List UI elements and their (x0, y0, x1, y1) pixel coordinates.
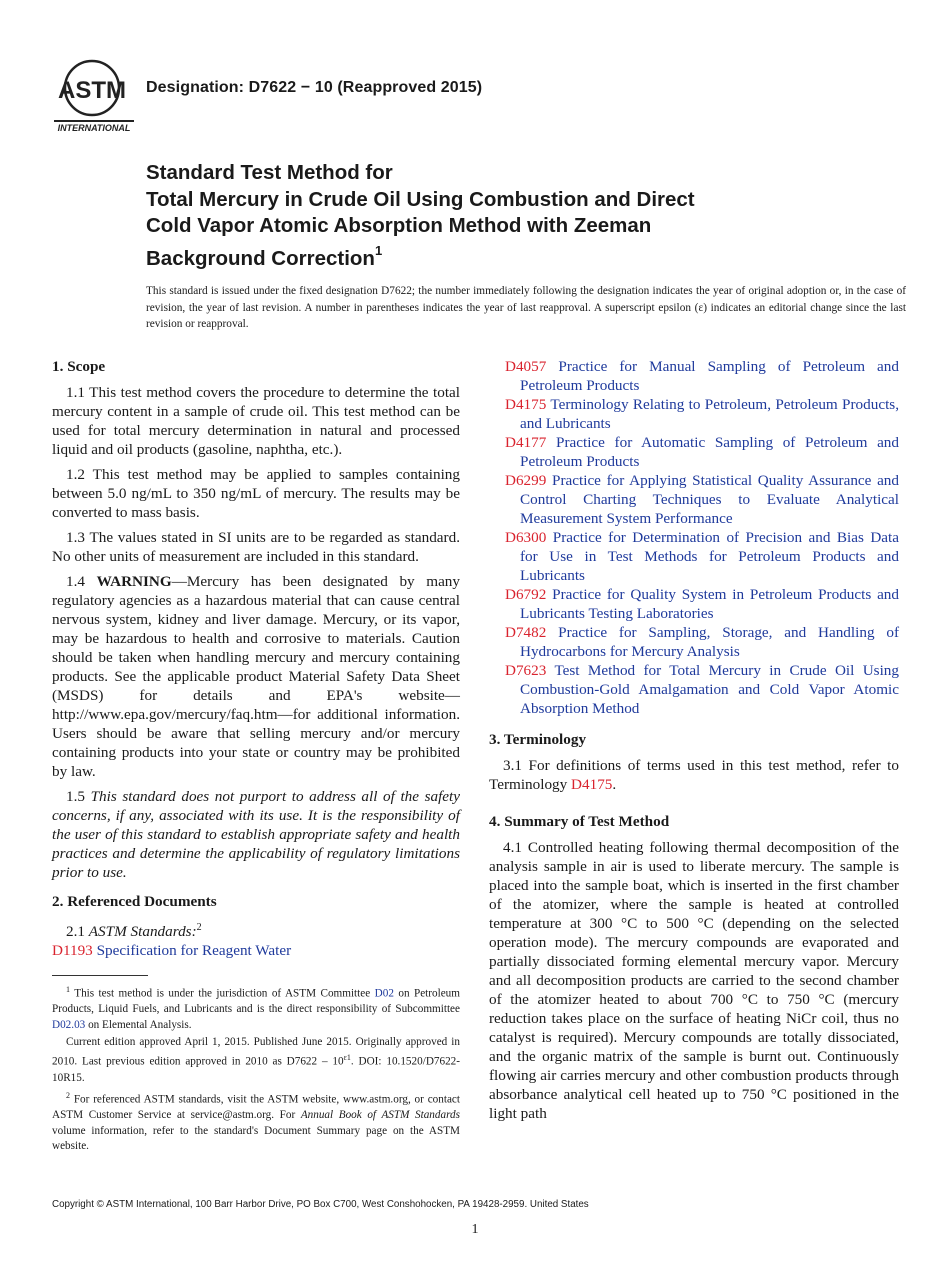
scope-1-3: 1.3 The values stated in SI units are to be regarded as standard. No other units of measurement are included in this standard. (52, 529, 460, 565)
footnote-2-text-a: For referenced ASTM standards, visit the ASTM website, www.astm.org, or contact ASTM Customer Service at service@astm.org. For (52, 1093, 460, 1122)
reference-item (489, 395, 899, 433)
reference-title-link[interactable]: Practice for Applying Statistical Quality Assurance and Control Charting Techniques to Evaluate Analytical Measurement System Performance (520, 472, 899, 527)
standard-notice: This standard is issued under the fixed designation D7622; the number immediately following the designation indicates the year of original adoption or, in the case of revision, the year of last revision. A number in parentheses indicates the year of last reapproval. A superscript epsilon (ε) indicates an editorial change since the last revision or reapproval. (146, 285, 906, 330)
svg-text:ASTM: ASTM (58, 77, 126, 104)
footnote-rule (52, 975, 148, 976)
reference-title-link[interactable]: Practice for Determination of Precision and Bias Data for Use in Test Methods for Petroleum Products and Lubricants (520, 529, 899, 584)
reference-code-link[interactable]: D6792 (505, 586, 547, 603)
reference-title-link[interactable]: Specification for Reagent Water (96, 942, 292, 960)
scope-1-1: 1.1 This test method covers the procedure to determine the total mercury content in a sample of crude oil. This test method can be used for total mercury determination in natural and processed liquid and oil products (gasoline, naphtha, etc.). (52, 384, 460, 458)
title-line-4-text: Background Correction (146, 246, 375, 270)
reference-item (489, 433, 899, 471)
reference-code-link[interactable]: D4175 (505, 396, 547, 413)
reference-title-link[interactable]: Practice for Sampling, Storage, and Handling of Hydrocarbons for Mercury Analysis (520, 624, 900, 660)
reference-title-link[interactable]: Terminology Relating to Petroleum, Petroleum Products, and Lubricants (520, 396, 899, 432)
scope-1-4 (52, 572, 460, 781)
reference-title-link[interactable]: Test Method for Total Mercury in Crude Oil Using Combustion-Gold Amalgamation and Cold Vapor Atomic Absorption Method (520, 662, 899, 717)
svg-text:INTERNATIONAL: INTERNATIONAL (57, 123, 131, 133)
reference-list (489, 357, 899, 718)
reference-code-link[interactable]: D7623 (505, 662, 547, 679)
scope-1-5-num: 1.5 (66, 788, 91, 805)
designation: Designation: D7622 − 10 (Reapproved 2015) (146, 79, 483, 96)
footnote-1-text-c: on Elemental Analysis. (85, 1018, 192, 1031)
footnote-2-text-b: volume information, refer to the standard's Document Summary page on the ASTM website. (52, 1124, 460, 1152)
title-line-3: Cold Vapor Atomic Absorption Method with Zeeman (146, 214, 652, 238)
terminology-d4175-link[interactable]: D4175 (571, 776, 613, 793)
page-number: 1 (471, 1222, 479, 1237)
reference-item (489, 585, 899, 623)
astm-standards-subheading (52, 918, 460, 941)
reference-d1193 (52, 941, 460, 960)
footnote-1-text-a: This test method is under the jurisdiction of ASTM Committee (74, 987, 375, 1000)
footnote-1-edition (52, 1035, 460, 1086)
footnote-1-text-b: on Petroleum Products, Liquid Fuels, and Lubricants and is the direct responsibility of Subcommittee (52, 987, 460, 1016)
referenced-heading: 2. Referenced Documents (52, 893, 217, 910)
copyright-notice: Copyright © ASTM International, 100 Barr Harbor Drive, PO Box C700, West Conshohocken, PA 19428-2959. United States (52, 1199, 589, 1210)
footnote-1-epsilon: ε1 (343, 1053, 351, 1063)
scope-heading: 1. Scope (52, 358, 106, 375)
reference-code-link[interactable]: D1193 (52, 942, 93, 960)
title-line-1: Standard Test Method for (146, 161, 393, 184)
scope-1-5-text: This standard does not purport to address all of the safety concerns, if any, associated with its use. It is the responsibility of the user of this standard to establish appropriate safety and health practices and determine the applicability of regulatory limitations prior to use. (52, 788, 461, 881)
right-column (489, 357, 899, 1129)
footnote-2-italic: Annual Book of ASTM Standards (300, 1109, 460, 1122)
reference-item (489, 528, 899, 585)
scope-1-2: 1.2 This test method may be applied to samples containing between 5.0 ng/mL to 350 ng/mL of mercury. The results may be converted to mass basis. (52, 466, 460, 521)
terminology-period: . (612, 776, 617, 793)
title-line-4 (146, 240, 846, 272)
footnote-1-edition-text: Current edition approved April 1, 2015. Published June 2015. Originally approved in 2010. Last previous edition approved in 2010 as D7622 – 10 (52, 1036, 460, 1069)
committee-d02-link[interactable]: D02 (374, 987, 394, 1000)
terminology-text: 3.1 For definitions of terms used in this test method, refer to Terminology (489, 757, 899, 793)
reference-title-link[interactable]: Practice for Quality System in Petroleum Products and Lubricants Testing Laboratories (520, 586, 899, 622)
scope-1-5 (52, 787, 460, 882)
reference-item (489, 357, 899, 395)
footnote-2 (52, 1088, 460, 1154)
footnote-1 (52, 982, 460, 1033)
reference-title-link[interactable]: Practice for Automatic Sampling of Petroleum and Petroleum Products (520, 434, 899, 470)
summary-heading: 4. Summary of Test Method (489, 813, 670, 830)
summary-4-1: 4.1 Controlled heating following thermal decomposition of the analysis sample in air is used to liberate mercury. The sample is placed into the sample boat, which is inserted in the first chamber of the atomizer, where the sample is heated at controlled temperature at 300 °C to 500 °C (depending on the selected operation mode). The mercury compounds are evaporated and partially dissociated forming elemental mercury vapor. Mercury and all decomposition products are carried to the second chamber of the atomizer heated to about 700 °C to 750 °C (mercury reduction takes place on the surface of heating NiCr coil, thus no catalyst is required). Mercury compounds are totally dissociated, and the organic matrix of the sample is burnt out. Continuously flowing air carries mercury and other combustion products through absorbance analytical cell heated up to 750 °C positioned in the light path (489, 839, 899, 1122)
terminology-heading: 3. Terminology (489, 731, 587, 748)
footnote-2-mark: 2 (66, 1090, 70, 1100)
astm-standards-num: 2.1 (66, 923, 89, 941)
astm-standards-sup: 2 (196, 922, 202, 933)
astm-logo (52, 58, 136, 134)
footnote-1-doi: . DOI: 10.1520/D7622-10R15. (52, 1056, 460, 1084)
scope-1-4-text: —Mercury has been designated by many regulatory agencies as a hazardous material that can cause central nervous system, kidney and liver damage. Mercury, or its vapor, may be hazardous to health and corrosive to materials. Caution should be taken when handling mercury and mercury containing products. See the applicable product Material Safety Data Sheet (MSDS) for details and EPA's website—http://www.epa.gov/mercury/faq.htm—for additional information. Users should be aware that selling mercury and/or mercury containing products into your state or country may be prohibited by law. (52, 573, 460, 780)
subcommittee-d0203-link[interactable]: D02.03 (52, 1018, 86, 1031)
astm-logo-icon (52, 58, 136, 134)
footnote-1-mark: 1 (66, 985, 70, 995)
reference-item (489, 661, 899, 718)
document-title (146, 160, 846, 272)
title-line-2: Total Mercury in Crude Oil Using Combustion and Direct (146, 187, 695, 211)
title-footnote-mark: 1 (374, 242, 383, 258)
left-column (52, 357, 460, 1156)
reference-code-link[interactable]: D7482 (505, 624, 547, 641)
terminology-3-1 (489, 756, 899, 794)
reference-title-link[interactable]: Practice for Manual Sampling of Petroleum and Petroleum Products (520, 358, 899, 394)
scope-1-4-num: 1.4 (66, 573, 97, 590)
reference-item (489, 471, 899, 528)
reference-code-link[interactable]: D4057 (505, 358, 547, 375)
reference-code-link[interactable]: D6300 (505, 529, 547, 546)
astm-standards-label: ASTM Standards: (88, 923, 197, 941)
reference-item (489, 623, 899, 661)
warning-label: WARNING (96, 573, 172, 590)
reference-code-link[interactable]: D6299 (505, 472, 547, 489)
reference-code-link[interactable]: D4177 (505, 434, 547, 451)
